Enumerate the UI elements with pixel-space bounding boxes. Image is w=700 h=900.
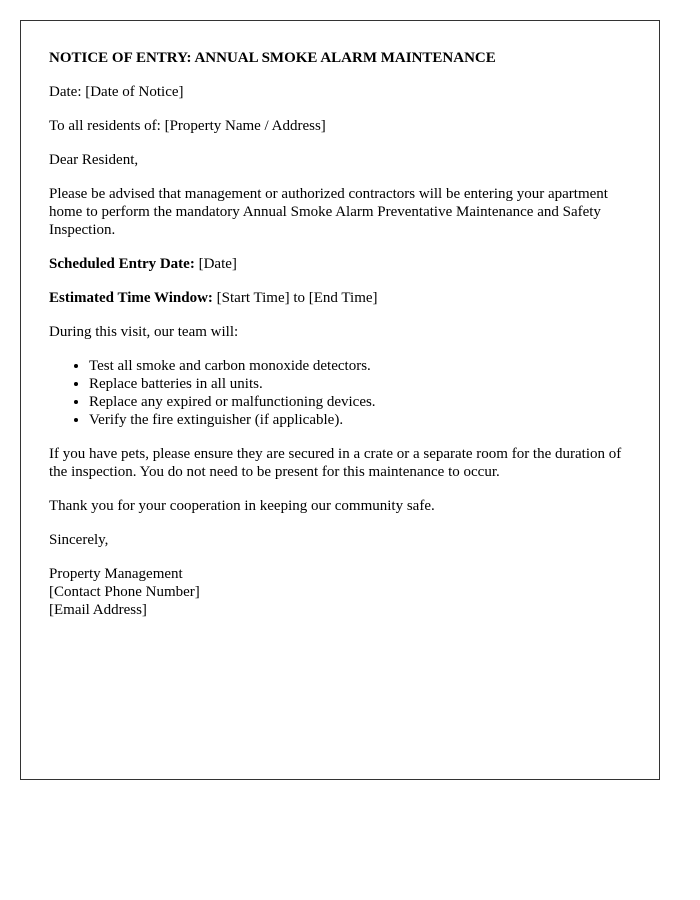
- visit-intro: During this visit, our team will:: [49, 324, 239, 340]
- scheduled-entry-label: Scheduled Entry Date:: [49, 256, 195, 272]
- scheduled-entry-value: [Date]: [194, 256, 237, 272]
- signature-block: [49, 565, 639, 619]
- task-item: • Test all smoke and carbon monoxide detectors.: [89, 357, 639, 375]
- residents-address-line: To all residents of: [Property Name / Address]: [49, 118, 326, 134]
- task-item: • Replace batteries in all units.: [89, 375, 639, 393]
- task-list: [49, 357, 639, 429]
- closing: Sincerely,: [49, 532, 109, 548]
- notice-content: [49, 49, 639, 619]
- notice-date: Date: [Date of Notice]: [49, 84, 184, 100]
- time-window-value: [Start Time] to [End Time]: [212, 290, 378, 306]
- intro-paragraph: Please be advised that management or authorized contractors will be entering your apartment home to perform the mandatory Annual Smoke Alarm Preventative Maintenance and Safety Inspection.: [49, 186, 608, 238]
- task-item: • Replace any expired or malfunctioning devices.: [89, 393, 639, 411]
- greeting: Dear Resident,: [49, 152, 139, 168]
- task-item: • Verify the fire extinguisher (if applicable).: [89, 411, 639, 429]
- time-window-line: [49, 289, 639, 307]
- notice-title: NOTICE OF ENTRY: ANNUAL SMOKE ALARM MAINTENANCE: [49, 50, 496, 66]
- signature-phone: [Contact Phone Number]: [49, 584, 200, 600]
- notice-document: [20, 20, 660, 780]
- signature-email: [Email Address]: [49, 602, 147, 618]
- time-window-label: Estimated Time Window:: [49, 290, 213, 306]
- thanks-paragraph: Thank you for your cooperation in keeping our community safe.: [49, 498, 435, 514]
- pets-paragraph: If you have pets, please ensure they are secured in a crate or a separate room for the duration of the inspection. You do not need to be present for this maintenance to occur.: [49, 446, 622, 480]
- scheduled-entry-line: [49, 255, 639, 273]
- signature-name: Property Management: [49, 566, 183, 582]
